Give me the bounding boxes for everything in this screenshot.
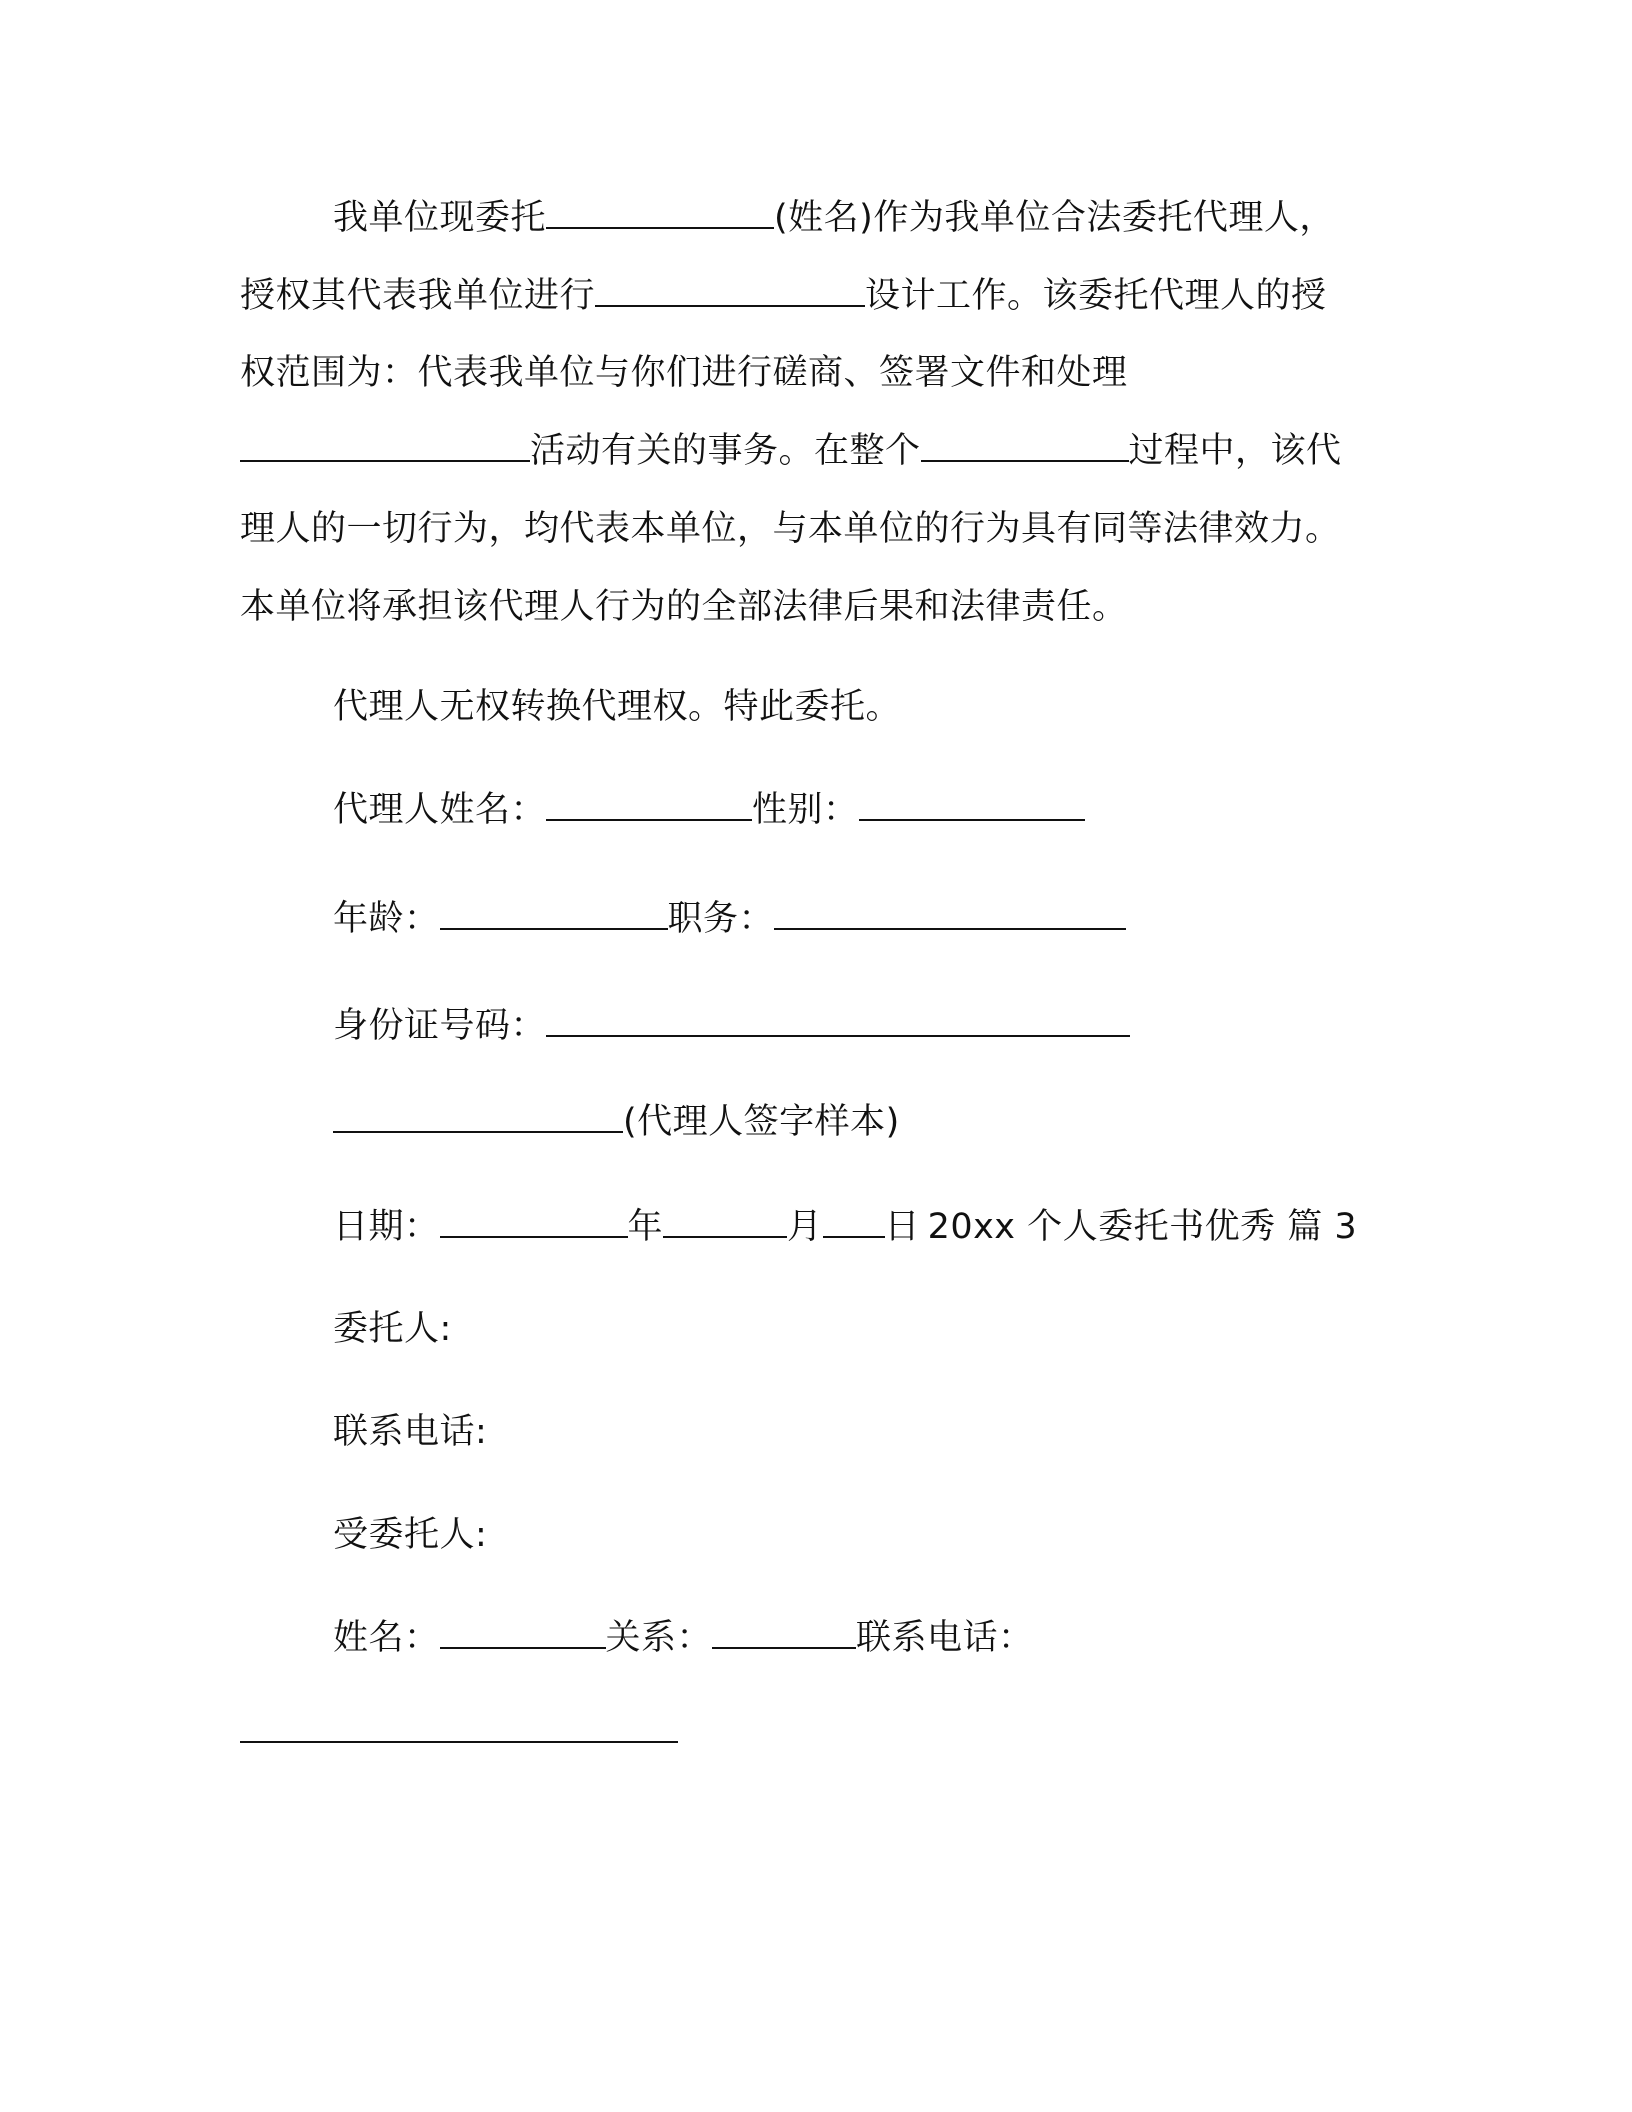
signature-row xyxy=(333,1098,900,1146)
id-label: 身份证号码： xyxy=(333,1006,547,1046)
trustee-row xyxy=(333,1511,487,1559)
principal-row xyxy=(333,1305,452,1353)
paragraph1-line3 xyxy=(240,349,1128,397)
relation-field[interactable] xyxy=(712,1617,856,1649)
phone-row xyxy=(333,1408,487,1456)
paragraph2-text: 代理人无权转换代理权。特此委托。 xyxy=(333,687,902,727)
gender-label: 性别： xyxy=(752,790,859,830)
year-label: 年 xyxy=(627,1207,664,1247)
agent-name-label: 代理人姓名： xyxy=(333,790,547,830)
paragraph1-line4 xyxy=(240,427,1342,475)
paragraph1-text: 设计工作。该委托代理人的授 xyxy=(865,276,1327,316)
paragraph1-text: 本单位将承担该代理人行为的全部法律后果和法律责任。 xyxy=(240,587,1128,627)
next-section-title: 20xx 个人委托书优秀 篇 3 xyxy=(927,1207,1358,1247)
trustee-label: 受委托人: xyxy=(333,1515,488,1555)
paragraph1-line6 xyxy=(240,583,1128,631)
phone-label: 联系电话: xyxy=(333,1412,488,1452)
gender-field[interactable] xyxy=(859,789,1085,821)
month-label: 月 xyxy=(787,1207,823,1247)
signature-label: (代理人签字样本) xyxy=(623,1102,900,1142)
date-label: 日期： xyxy=(333,1207,440,1247)
id-number-row xyxy=(333,1002,1130,1050)
trustee-name-field[interactable] xyxy=(440,1617,606,1649)
blank-project[interactable] xyxy=(595,275,865,307)
blank-activity[interactable] xyxy=(240,430,530,462)
paragraph1-text: 授权其代表我单位进行 xyxy=(240,276,596,316)
paragraph1-text: 理人的一切行为，均代表本单位，与本单位的行为具有同等法律效力。 xyxy=(240,509,1341,549)
position-field[interactable] xyxy=(774,898,1126,930)
date-row xyxy=(333,1203,1357,1251)
paragraph1-text: 活动有关的事务。在整个 xyxy=(530,431,921,471)
contact-phone-row xyxy=(240,1708,678,1756)
paragraph2 xyxy=(333,683,901,731)
blank-process[interactable] xyxy=(921,430,1129,462)
principal-label: 委托人: xyxy=(333,1309,452,1349)
id-number-field[interactable] xyxy=(546,1005,1130,1037)
blank-name[interactable] xyxy=(546,197,774,229)
year-field[interactable] xyxy=(440,1206,628,1238)
paragraph1-text: 我单位现委托 xyxy=(333,198,547,238)
relation-label: 关系： xyxy=(605,1618,713,1658)
contact-label: 联系电话： xyxy=(856,1618,1034,1658)
position-label: 职务： xyxy=(667,899,775,939)
paragraph1-text: 权范围为：代表我单位与你们进行磋商、签署文件和处理 xyxy=(240,353,1128,393)
contact-phone-field[interactable] xyxy=(240,1711,678,1743)
day-field[interactable] xyxy=(823,1206,885,1238)
paragraph1-line1 xyxy=(333,194,1335,242)
paragraph1-text: 过程中，该代 xyxy=(1128,431,1342,471)
age-position-row xyxy=(333,895,1126,943)
trustee-details-row xyxy=(333,1614,1034,1662)
signature-field[interactable] xyxy=(333,1101,623,1133)
agent-name-field[interactable] xyxy=(546,789,752,821)
paragraph1-line5 xyxy=(240,505,1341,553)
age-label: 年龄： xyxy=(333,899,440,939)
age-field[interactable] xyxy=(440,898,668,930)
month-field[interactable] xyxy=(663,1206,787,1238)
name-label: 姓名： xyxy=(333,1618,440,1658)
paragraph1-text: (姓名)作为我单位合法委托代理人， xyxy=(774,198,1335,238)
day-label: 日 xyxy=(884,1207,921,1247)
paragraph1-line2 xyxy=(240,272,1327,320)
agent-name-gender-row xyxy=(333,786,1085,834)
